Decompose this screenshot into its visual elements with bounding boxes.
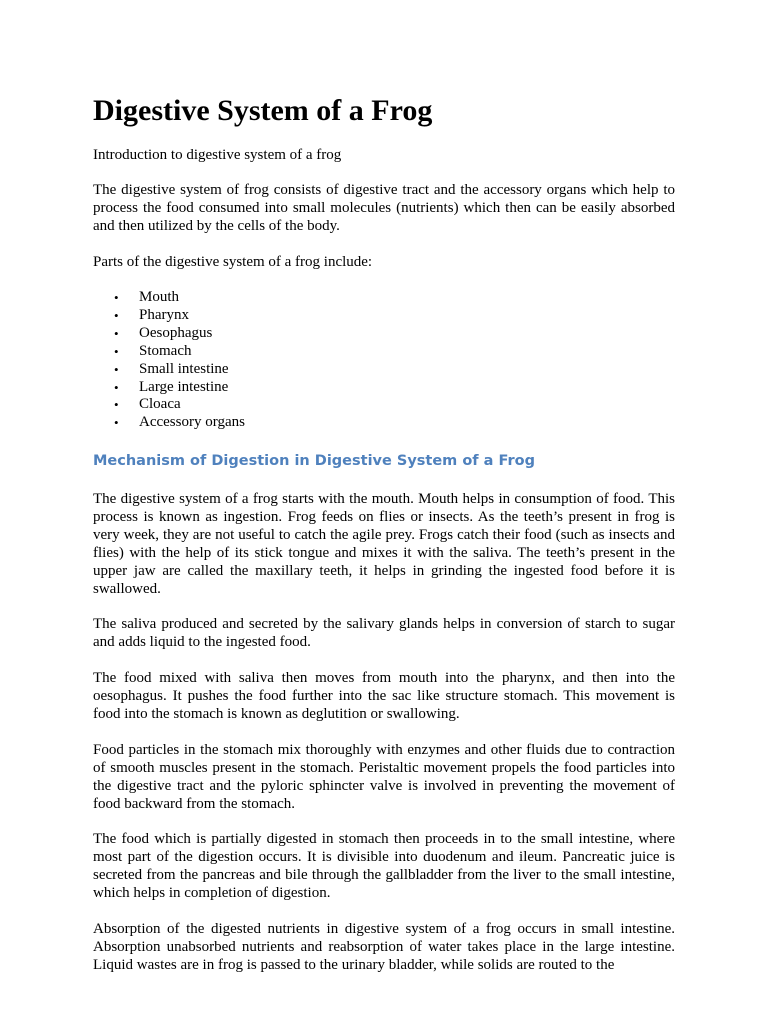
parts-list <box>93 289 245 432</box>
section-heading: Mechanism of Digestion in Digestive System of a Frog <box>93 453 535 469</box>
list-item: • Stomach <box>93 343 245 361</box>
section-paragraph: The saliva produced and secreted by the salivary glands helps in conversion of starch to sugar and adds liquid to the ingested food. <box>93 616 675 650</box>
intro-paragraph: The digestive system of frog consists of digestive tract and the accessory organs which help to process the food consumed into small molecules (nutrients) which then can be easily absorbed and then utilized by the cells of the body. <box>93 182 675 234</box>
list-item: • Large intestine <box>93 379 245 397</box>
section-paragraph: The food which is partially digested in stomach then proceeds in to the small intestine, where most part of the digestion occurs. It is divisible into duodenum and ileum. Pancreatic juice is secreted from the pancreas and bile through the gallbladder from the liver to the small intestine, which helps in completion of digestion. <box>93 831 675 901</box>
intro-heading: Introduction to digestive system of a frog <box>93 147 342 163</box>
section-paragraph: Food particles in the stomach mix thoroughly with enzymes and other fluids due to contraction of smooth muscles present in the stomach. Peristaltic movement propels the food particles into the digestive tract and the pyloric sphincter valve is involved in preventing the movement of food backward from the stomach. <box>93 742 675 812</box>
list-item: • Oesophagus <box>93 325 245 343</box>
list-item: • Accessory organs <box>93 414 245 432</box>
list-item: • Pharynx <box>93 307 245 325</box>
page-title: Digestive System of a Frog <box>93 94 433 127</box>
section-paragraph: The food mixed with saliva then moves from mouth into the pharynx, and then into the oesophagus. It pushes the food further into the sac like structure stomach. This movement is food into the stomach is known as deglutition or swallowing. <box>93 670 675 722</box>
list-item: • Small intestine <box>93 361 245 379</box>
section-paragraph: The digestive system of a frog starts with the mouth. Mouth helps in consumption of food. This process is known as ingestion. Frog feeds on flies or insects. As the teeth’s present in frog is very week, they are not useful to catch the agile prey. Frogs catch their food (such as insects and flies) with the help of its stick tongue and mixes it with the saliva. The teeth’s present in the upper jaw are called the maxillary teeth, it helps in grinding the ingested food before it is swallowed. <box>93 491 675 597</box>
list-item: • Mouth <box>93 289 245 307</box>
list-item: • Cloaca <box>93 396 245 414</box>
section-paragraph: Absorption of the digested nutrients in digestive system of a frog occurs in small intestine. Absorption unabsorbed nutrients and reabsorption of water takes place in the large intestine. Liquid wastes are in frog is passed to the urinary bladder, while solids are routed to the <box>93 921 675 973</box>
parts-lead: Parts of the digestive system of a frog include: <box>93 254 373 270</box>
